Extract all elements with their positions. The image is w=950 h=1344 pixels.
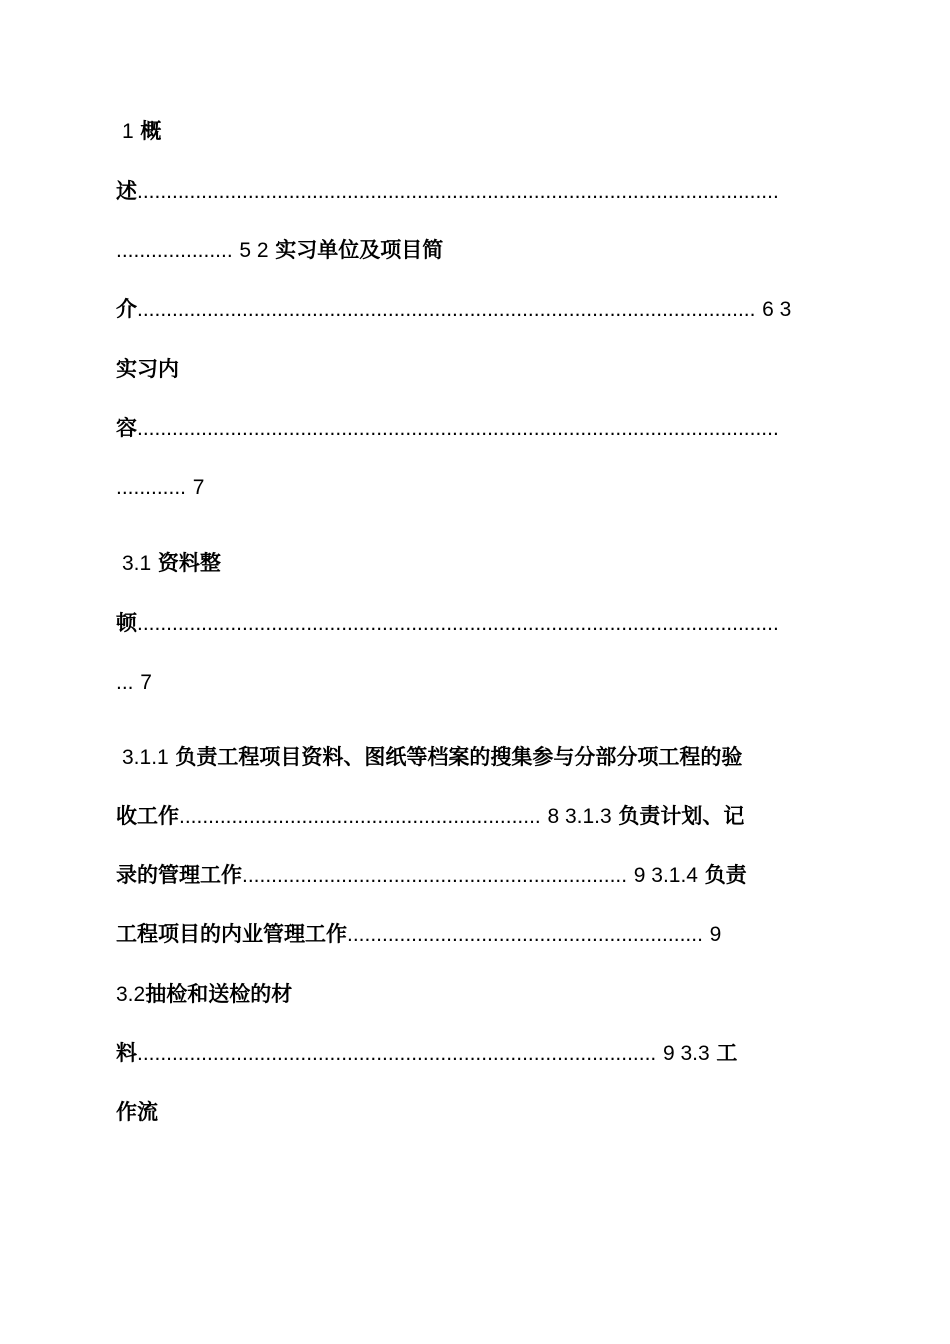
toc-leader: .............................................................................................................. xyxy=(137,180,779,203)
toc-line-7 xyxy=(116,472,204,502)
toc-heading: 实习单位及项目简 xyxy=(275,238,444,262)
toc-page-number: 7 xyxy=(192,476,205,499)
toc-line-8 xyxy=(122,548,221,578)
toc-page-number: 6 3 xyxy=(762,298,792,321)
toc-page-number: 9 3.3 xyxy=(662,1042,710,1065)
toc-heading: 概 xyxy=(140,119,162,143)
toc-number: 3.1.1 xyxy=(122,746,169,769)
toc-number: 3.1 xyxy=(122,552,152,575)
toc-heading: 负责计划、记 xyxy=(618,804,745,828)
toc-heading: 抽检和送检的材 xyxy=(145,982,293,1006)
toc-line-3 xyxy=(116,235,443,265)
toc-number: 3.2 xyxy=(116,983,146,1006)
toc-heading: 工程项目的内业管理工作 xyxy=(116,922,347,946)
toc-leader: .................................................................. xyxy=(242,864,628,887)
toc-line-6 xyxy=(116,413,779,443)
toc-heading: 负责工程项目资料、图纸等档案的搜集参与分部分项工程的验 xyxy=(175,745,743,769)
toc-heading: 料 xyxy=(116,1041,137,1065)
toc-line-17 xyxy=(116,1097,158,1127)
toc-heading: 介 xyxy=(116,297,137,321)
toc-heading: 述 xyxy=(116,179,137,203)
toc-line-1 xyxy=(122,116,161,146)
toc-heading: 收工作 xyxy=(116,804,179,828)
toc-line-9 xyxy=(116,608,779,638)
toc-page-number: 9 3.1.4 xyxy=(633,864,698,887)
toc-line-14 xyxy=(116,919,721,949)
toc-leader: ............................................................. xyxy=(347,923,703,946)
toc-heading: 顿 xyxy=(116,611,137,635)
toc-line-2 xyxy=(116,176,779,206)
toc-heading: 容 xyxy=(116,416,137,440)
toc-line-10 xyxy=(116,667,152,697)
toc-leader: .......................................................................................................... xyxy=(137,298,756,321)
toc-line-4 xyxy=(116,294,791,324)
toc-leader: .............................................................. xyxy=(179,805,541,828)
toc-leader: ............ xyxy=(116,476,187,499)
toc-line-16 xyxy=(116,1038,737,1068)
toc-heading: 作流 xyxy=(116,1100,158,1124)
toc-line-13 xyxy=(116,860,747,890)
toc-line-5 xyxy=(116,354,179,384)
toc-page-number: 9 xyxy=(709,923,722,946)
toc-leader: ......................................................................................... xyxy=(137,1042,657,1065)
toc-leader: .................... xyxy=(116,239,233,262)
toc-leader: ... xyxy=(116,671,134,694)
toc-line-11 xyxy=(122,742,742,772)
toc-leader: .............................................................................................................. xyxy=(137,417,779,440)
toc-heading: 资料整 xyxy=(157,551,221,575)
toc-page-number: 5 2 xyxy=(239,239,269,262)
toc-heading: 工 xyxy=(716,1041,738,1065)
toc-heading: 负责 xyxy=(704,863,747,887)
toc-page-number: 7 xyxy=(140,671,152,694)
toc-heading: 实习内 xyxy=(116,357,179,381)
toc-leader: .............................................................................................................. xyxy=(137,612,779,635)
toc-heading: 录的管理工作 xyxy=(116,863,242,887)
toc-line-15 xyxy=(116,979,292,1009)
toc-line-12 xyxy=(116,801,744,831)
toc-page-number: 8 3.1.3 xyxy=(547,805,612,828)
toc-number: 1 xyxy=(122,120,134,143)
